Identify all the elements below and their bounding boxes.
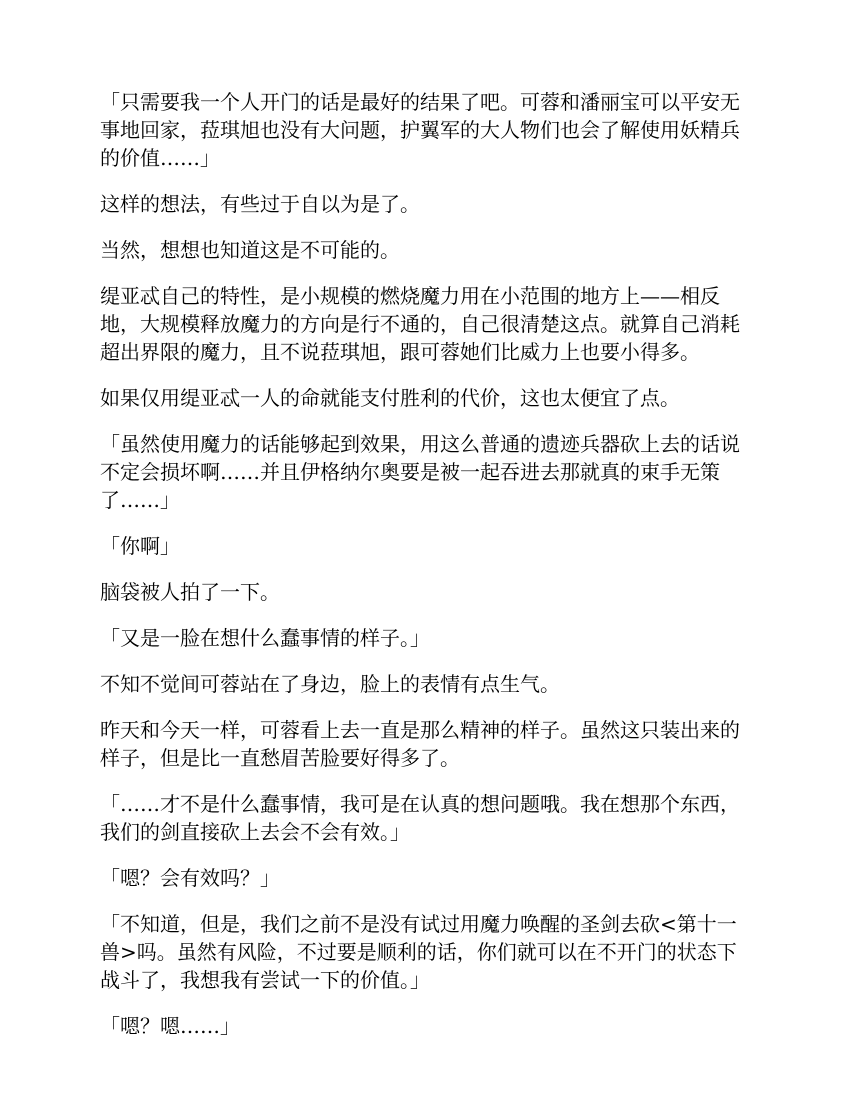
paragraph: 脑袋被人拍了一下。 [100,580,280,604]
paragraph: 「……才不是什么蠢事情，我可是在认真的想问题哦。我在想那个东西，我们的剑直接砍上去会不会有效。」 [100,792,740,844]
paragraph: 「嗯？嗯……」 [100,1014,240,1038]
paragraph: 如果仅用缇亚忒一人的命就能支付胜利的代价，这也太便宜了点。 [100,386,680,410]
paragraph: 这样的想法，有些过于自以为是了。 [100,192,420,216]
paragraph: 「虽然使用魔力的话能够起到效果，用这么普通的遗迹兵器砍上去的话说不定会损坏啊……并且伊格纳尔奥要是被一起吞进去那就真的束手无策了……」 [100,432,740,512]
paragraph: 不知不觉间可蓉站在了身边，脸上的表情有点生气。 [100,672,560,696]
paragraph: 当然，想想也知道这是不可能的。 [100,238,400,262]
paragraph: 「嗯？会有效吗？」 [100,866,280,890]
paragraph: 缇亚忒自己的特性，是小规模的燃烧魔力用在小范围的地方上——相反地，大规模释放魔力的方向是行不通的，自己很清楚这点。就算自己消耗超出界限的魔力，且不说菈琪旭，跟可蓉她们比威力上也要小得多。 [100,284,740,364]
paragraph: 「你啊」 [100,534,180,558]
paragraph: 「只需要我一个人开门的话是最好的结果了吧。可蓉和潘丽宝可以平安无事地回家，菈琪旭也没有大问题，护翼军的大人物们也会了解使用妖精兵的价值……」 [100,90,740,170]
body-text [100,88,755,1058]
paragraph: 昨天和今天一样，可蓉看上去一直是那么精神的样子。虽然这只装出来的样子，但是比一直愁眉苦脸要好得多了。 [100,718,740,770]
paragraph: 「不知道，但是，我们之前不是没有试过用魔力唤醒的圣剑去砍<第十一兽>吗。虽然有风险，不过要是顺利的话，你们就可以在不开门的状态下战斗了，我想我有尝试一下的价值。」 [100,912,737,992]
paragraph: 「又是一脸在想什么蠢事情的样子。」 [100,626,430,650]
